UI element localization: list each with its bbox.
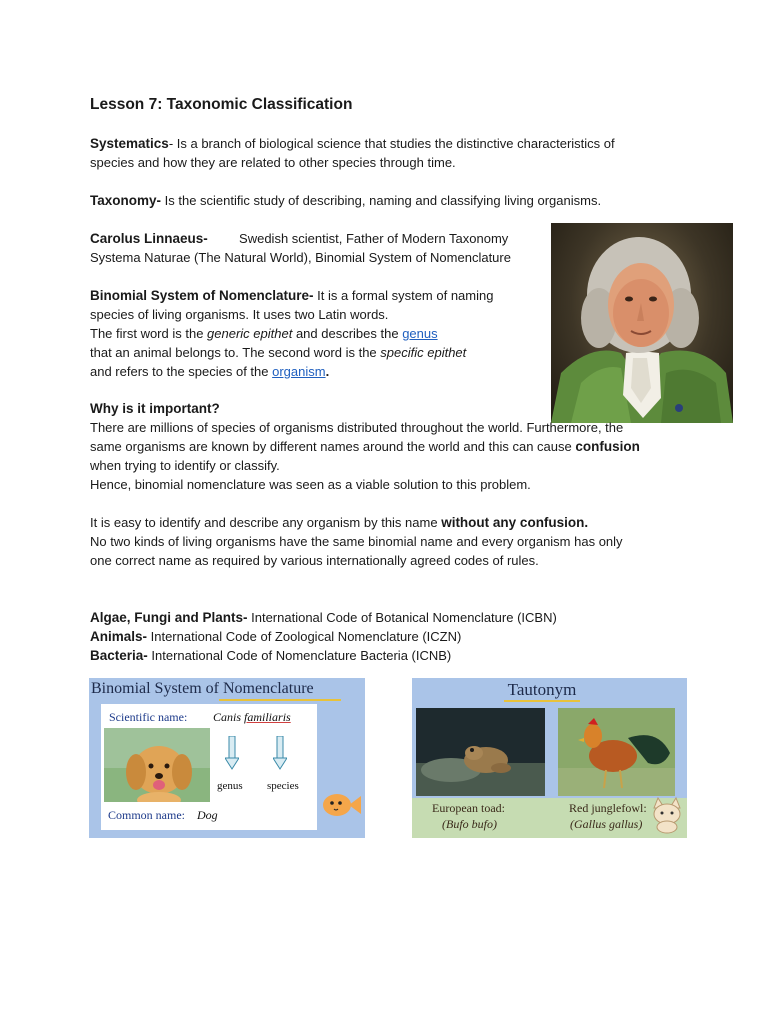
systematics-line-2: species and how they are related to other species through time. bbox=[90, 155, 456, 170]
systematics-term: Systematics bbox=[90, 136, 169, 151]
systematics-line-1 bbox=[90, 134, 615, 153]
binomial-line-3-mid: and describes the bbox=[292, 326, 403, 341]
generic-epithet-term: generic epithet bbox=[207, 326, 293, 341]
genus-arrow-icon bbox=[225, 736, 239, 770]
code-name: International Code of Zoological Nomenclature (ICZN) bbox=[147, 629, 462, 644]
importance-p2-line-1 bbox=[90, 513, 588, 532]
code-group-label: Algae, Fungi and Plants- bbox=[90, 610, 248, 625]
binomial-slide-card bbox=[101, 704, 317, 830]
binomial-slide bbox=[89, 678, 365, 838]
importance-heading: Why is it important? bbox=[90, 401, 220, 416]
dog-photo bbox=[104, 728, 210, 802]
genus-name: Canis bbox=[213, 710, 242, 724]
species-name: familiaris bbox=[244, 710, 291, 724]
importance-line-2-pre: same organisms are known by different names around the world and this can cause bbox=[90, 439, 576, 454]
toad-common-name: European toad: bbox=[432, 801, 505, 815]
importance-line-4: Hence, binomial nomenclature was seen as a viable solution to this problem. bbox=[90, 477, 531, 492]
species-label: species bbox=[267, 780, 299, 792]
confusion-word: confusion bbox=[575, 439, 640, 454]
importance-line-2 bbox=[90, 437, 640, 456]
genus-link[interactable]: genus bbox=[402, 326, 438, 341]
taxonomy-line bbox=[90, 191, 601, 210]
rooster-photo bbox=[558, 708, 675, 796]
junglefowl-common-name: Red junglefowl: bbox=[569, 801, 647, 815]
binomial-line-5-post: . bbox=[325, 364, 330, 379]
binomial-line-3 bbox=[90, 324, 438, 343]
binomial-line-1 bbox=[90, 286, 493, 305]
binomial-def-1: It is a formal system of naming bbox=[313, 288, 494, 303]
code-row-animals bbox=[90, 627, 461, 646]
junglefowl-latin-name: (Gallus gallus) bbox=[570, 817, 643, 831]
binomial-line-2: species of living organisms. It uses two Latin words. bbox=[90, 307, 389, 322]
page-title: Lesson 7: Taxonomic Classification bbox=[90, 96, 353, 113]
importance-line-1: There are millions of species of organisms distributed throughout the world. Furthermore, the bbox=[90, 420, 624, 435]
linnaeus-desc-2: Systema Naturae (The Natural World), Binomial System of Nomenclature bbox=[90, 250, 511, 265]
importance-line-3: when trying to identify or classify. bbox=[90, 458, 280, 473]
species-arrow-icon bbox=[273, 736, 287, 770]
importance-p2-line-1-pre: It is easy to identify and describe any organism by this name bbox=[90, 515, 442, 530]
specific-epithet-term: specific epithet bbox=[380, 345, 467, 360]
linnaeus-desc-1: Swedish scientist, Father of Modern Taxonomy bbox=[239, 231, 509, 246]
fish-mascot-icon bbox=[321, 788, 363, 822]
binomial-line-4-pre: that an animal belongs to. The second word is the bbox=[90, 345, 381, 360]
taxonomy-def: Is the scientific study of describing, naming and classifying living organisms. bbox=[161, 193, 602, 208]
linnaeus-term: Carolus Linnaeus- bbox=[90, 231, 208, 246]
common-name-label: Common name: bbox=[108, 808, 185, 822]
tautonym-slide-title: Tautonym bbox=[507, 680, 577, 699]
binomial-line-5 bbox=[90, 362, 329, 381]
code-row-bacteria bbox=[90, 646, 451, 665]
common-name-value: Dog bbox=[197, 808, 218, 822]
importance-p2-line-2: No two kinds of living organisms have the same binomial name and every organism has only bbox=[90, 534, 623, 549]
code-group-label: Animals- bbox=[90, 629, 148, 644]
title-underline bbox=[219, 699, 341, 701]
code-name: International Code of Botanical Nomenclature (ICBN) bbox=[247, 610, 557, 625]
importance-p2-line-3: one correct name as required by various internationally agreed codes of rules. bbox=[90, 553, 539, 568]
code-row-plants bbox=[90, 608, 557, 627]
taxonomy-term: Taxonomy- bbox=[90, 193, 162, 208]
toad-photo bbox=[416, 708, 545, 796]
binomial-line-5-pre: and refers to the species of the bbox=[90, 364, 273, 379]
title-underline bbox=[504, 700, 580, 702]
scientific-name-label: Scientific name: bbox=[109, 710, 188, 724]
tautonym-slide bbox=[412, 678, 687, 838]
code-group-label: Bacteria- bbox=[90, 648, 148, 663]
scientific-name bbox=[213, 710, 291, 725]
code-name: International Code of Nomenclature Bacteria (ICNB) bbox=[147, 648, 452, 663]
binomial-line-4 bbox=[90, 343, 466, 362]
systematics-def: - Is a branch of biological science that studies the distinctive characteristics of bbox=[168, 136, 615, 151]
binomial-term: Binomial System of Nomenclature- bbox=[90, 288, 314, 303]
without-confusion-phrase: without any confusion. bbox=[441, 515, 589, 530]
cat-mascot-icon bbox=[650, 794, 684, 834]
toad-latin-name: (Bufo bufo) bbox=[442, 817, 497, 831]
organism-link[interactable]: organism bbox=[272, 364, 326, 379]
linnaeus-portrait-image bbox=[551, 223, 733, 423]
genus-label: genus bbox=[217, 780, 243, 792]
linnaeus-line-1 bbox=[90, 229, 508, 248]
binomial-line-3-pre: The first word is the bbox=[90, 326, 208, 341]
binomial-slide-title: Binomial System of Nomenclature bbox=[91, 680, 314, 697]
linnaeus-portrait bbox=[551, 223, 733, 423]
